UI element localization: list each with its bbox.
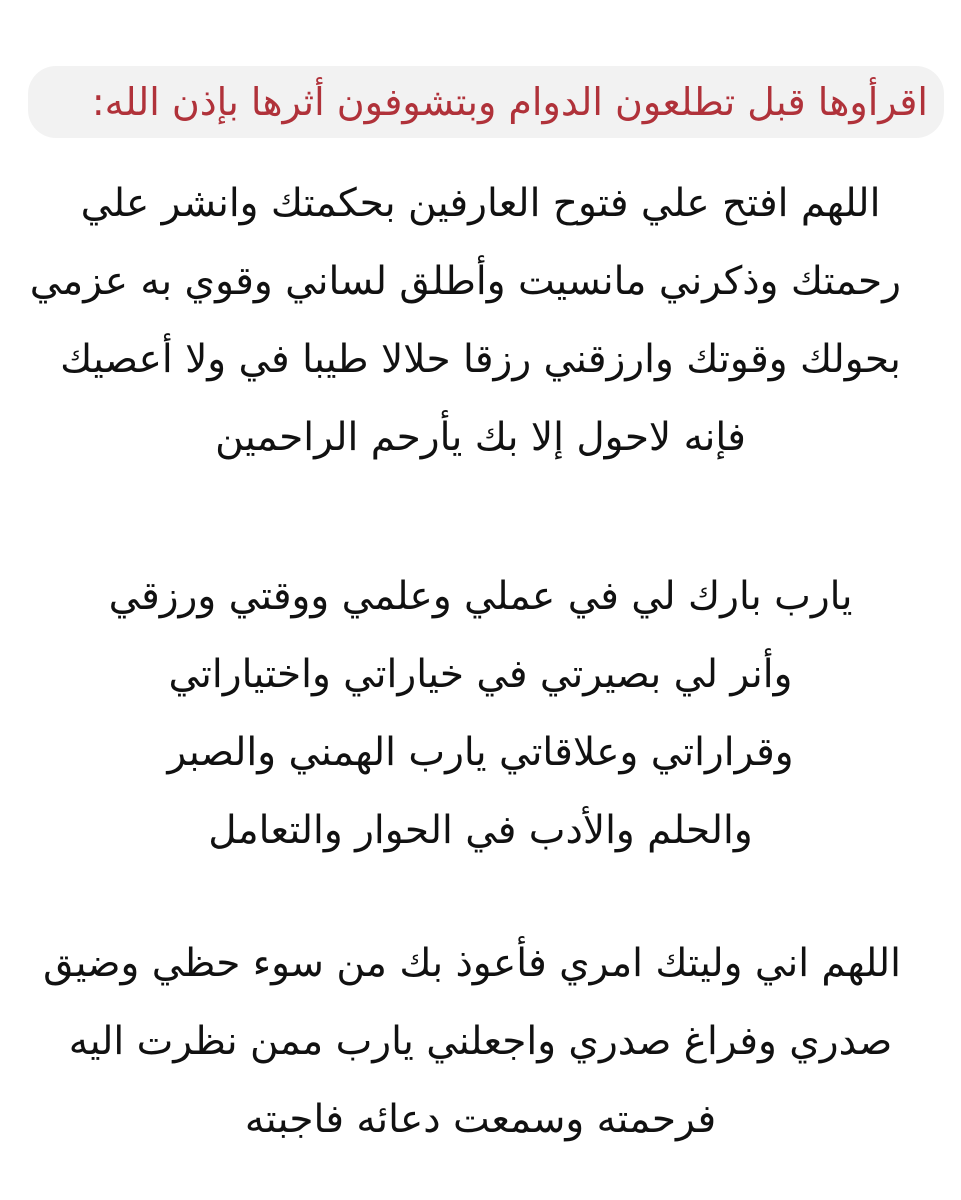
dua-line: اللهم اني وليتك امري فأعوذ بك من سوء حظي وضيق [43,941,901,986]
dua-line: والحلم والأدب في الحوار والتعامل [208,808,753,853]
dua-line: وأنر لي بصيرتي في خياراتي واختياراتي [168,652,793,697]
dua-paragraph-2 [60,558,901,870]
dua-line: يارب بارك لي في عملي وعلمي ووقتي ورزقي [108,574,853,619]
dua-line: صدري وفراغ صدري واجعلني يارب ممن نظرت اليه [68,1019,893,1064]
page-title: اقرأوها قبل تطلعون الدوام وبتشوفون أثرها بإذن الله: [91,80,928,124]
dua-line: فإنه لاحول إلا بك يأرحم الراحمين [215,415,746,460]
dua-line: اللهم افتح علي فتوح العارفين بحكمتك وانشر علي [80,181,881,226]
dua-paragraph-1 [29,165,901,477]
dua-line: بحولك وقوتك وارزقني رزقا حلالا طيبا في ولا أعصيك [60,337,901,382]
dua-line: وقراراتي وعلاقاتي يارب الهمني والصبر [167,730,794,775]
dua-line: فرحمته وسمعت دعائه فاجبته [244,1097,717,1142]
dua-paragraph-3 [43,925,901,1159]
dua-line: رحمتك وذكرني مانسيت وأطلق لساني وقوي به عزمي [29,259,901,304]
